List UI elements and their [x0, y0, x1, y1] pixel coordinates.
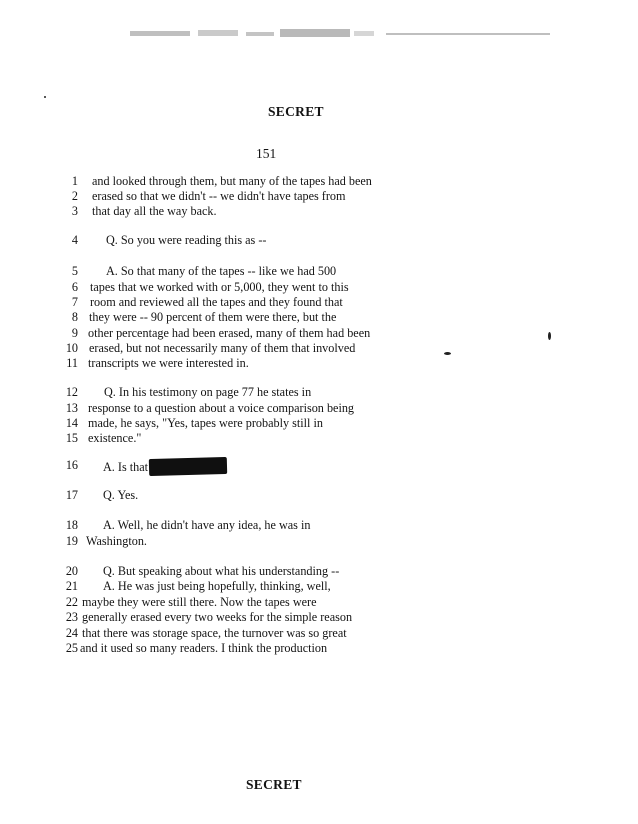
line-number: 22 — [65, 595, 78, 609]
line-number: 24 — [65, 626, 78, 640]
line-number: 16 — [65, 458, 78, 472]
line-text: maybe they were still there. Now the tapes were — [82, 595, 317, 609]
line-number: 11 — [66, 356, 78, 370]
line-text: other percentage had been erased, many of them had been — [88, 326, 371, 340]
line-text: transcripts we were interested in. — [88, 356, 249, 370]
line-text: room and reviewed all the tapes and they found that — [90, 295, 343, 309]
line-text: Q. In his testimony on page 77 he states in — [104, 385, 312, 399]
line-text: A. Is that — [103, 458, 227, 475]
redaction-block — [149, 457, 227, 476]
line-number: 25 — [65, 641, 78, 655]
line-number: 1 — [71, 174, 78, 188]
line-number: 6 — [71, 280, 78, 294]
line-number: 10 — [65, 341, 78, 355]
line-text: existence." — [88, 431, 142, 445]
line-number: 9 — [71, 326, 78, 340]
line-text: response to a question about a voice comparison being — [88, 401, 355, 415]
line-number: 17 — [65, 488, 78, 502]
line-text: erased so that we didn't -- we didn't have tapes from — [92, 189, 346, 203]
line-text: made, he says, "Yes, tapes were probably still in — [88, 416, 323, 430]
classification-header: SECRET — [268, 104, 324, 119]
line-text: that there was storage space, the turnover was so great — [82, 626, 347, 640]
line-number: 14 — [65, 416, 78, 430]
line-text: A. So that many of the tapes -- like we had 500 — [106, 264, 337, 278]
line-number: 18 — [65, 518, 78, 532]
scan-speck — [44, 96, 46, 98]
scan-speck — [548, 332, 551, 340]
line-number: 21 — [65, 579, 78, 593]
line-number: 13 — [65, 401, 78, 415]
line-text: that day all the way back. — [92, 204, 217, 218]
line-text: they were -- 90 percent of them were there, but the — [89, 310, 337, 324]
line-number: 3 — [71, 204, 78, 218]
line-text: A. Well, he didn't have any idea, he was in — [103, 518, 311, 532]
line-text: generally erased every two weeks for the simple reason — [82, 610, 353, 624]
line-number: 15 — [65, 431, 78, 445]
line-number: 23 — [65, 610, 78, 624]
line-text: Q. Yes. — [103, 488, 139, 502]
line-text: tapes that we worked with or 5,000, they went to this — [90, 280, 349, 294]
line-text: Q. But speaking about what his understanding -- — [103, 564, 340, 578]
line-number: 7 — [71, 295, 78, 309]
page-number: 151 — [256, 146, 277, 161]
line-number: 8 — [71, 310, 78, 324]
line-number: 20 — [65, 564, 78, 578]
line-text: and it used so many readers. I think the production — [80, 641, 328, 655]
line-number: 5 — [71, 264, 78, 278]
line-text: erased, but not necessarily many of them that involved — [89, 341, 356, 355]
classification-footer: SECRET — [246, 777, 302, 792]
line-text: Washington. — [86, 534, 147, 548]
line-text: and looked through them, but many of the tapes had been — [92, 174, 372, 188]
line-text: Q. So you were reading this as -- — [106, 233, 267, 247]
line-number: 12 — [65, 385, 78, 399]
line-number: 19 — [65, 534, 78, 548]
line-text: A. He was just being hopefully, thinking, well, — [103, 579, 331, 593]
scan-speck — [444, 352, 451, 355]
faded-header-stamp — [130, 28, 550, 40]
line-number: 2 — [71, 189, 78, 203]
line-number: 4 — [71, 233, 78, 247]
